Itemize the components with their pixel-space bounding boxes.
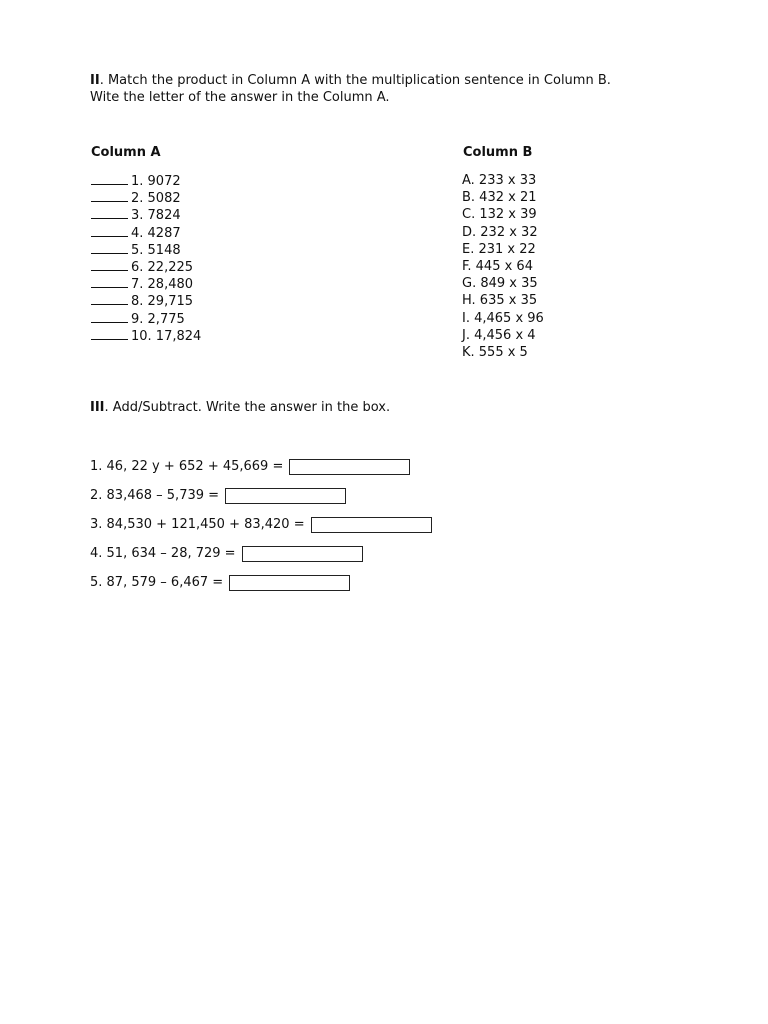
column-b-item: E. 231 x 22 <box>462 241 536 257</box>
section-2-instruction-line2: Wite the letter of the answer in the Column A. <box>90 90 390 105</box>
column-a-item-text: 7. 28,480 <box>131 277 194 293</box>
column-a-item-text: 5. 5148 <box>131 242 181 258</box>
column-a-heading: Column A <box>91 145 161 160</box>
column-b-item: G. 849 x 35 <box>462 276 538 292</box>
answer-box[interactable] <box>225 488 346 504</box>
column-b-item: A. 233 x 33 <box>462 173 537 188</box>
answer-blank[interactable] <box>91 241 128 254</box>
section-3-number: III <box>90 400 105 415</box>
answer-blank[interactable] <box>91 258 128 271</box>
answer-box[interactable] <box>242 546 363 562</box>
equation-text: 5. 87, 579 – 6,467 = <box>90 575 224 590</box>
column-a-item-text: 10. 17,824 <box>131 328 202 344</box>
equation-text: 4. 51, 634 – 28, 729 = <box>90 546 236 561</box>
answer-blank[interactable] <box>91 275 128 288</box>
section-2-instruction-line1: . Match the product in Column A with the multiplication sentence in Column B. <box>99 73 611 88</box>
column-b-item: H. 635 x 35 <box>462 293 538 309</box>
column-a-item <box>91 327 201 344</box>
equation-row <box>90 568 432 597</box>
column-a-item <box>91 258 201 275</box>
column-b-item: D. 232 x 32 <box>462 224 538 240</box>
column-a-item-text: 2. 5082 <box>131 191 181 207</box>
section-2-instructions <box>90 72 690 106</box>
answer-blank[interactable] <box>91 224 128 237</box>
answer-blank[interactable] <box>91 310 128 323</box>
column-b-item: C. 132 x 39 <box>462 207 537 223</box>
equation-row <box>90 452 432 481</box>
column-a-item <box>91 206 201 223</box>
column-a-item <box>91 310 201 327</box>
section-3-instruction: . Add/Subtract. Write the answer in the box. <box>104 400 391 415</box>
answer-blank[interactable] <box>91 172 128 185</box>
equation-text: 2. 83,468 – 5,739 = <box>90 488 220 503</box>
equation-text: 3. 84,530 + 121,450 + 83,420 = <box>90 517 305 532</box>
column-a-item-text: 4. 4287 <box>131 225 181 241</box>
column-a-item <box>91 172 201 189</box>
answer-box[interactable] <box>311 517 432 533</box>
column-a-list <box>91 172 201 344</box>
column-a-item-text: 6. 22,225 <box>131 259 194 275</box>
answer-blank[interactable] <box>91 206 128 219</box>
equation-row <box>90 539 432 568</box>
column-a-item <box>91 224 201 241</box>
equation-row <box>90 481 432 510</box>
column-b-list <box>462 172 544 361</box>
column-a-item <box>91 189 201 206</box>
equation-list <box>90 452 432 597</box>
column-a-item <box>91 292 201 309</box>
column-a-item <box>91 241 201 258</box>
column-b-item: B. 432 x 21 <box>462 190 537 206</box>
column-a-item-text: 3. 7824 <box>131 208 181 224</box>
column-a-item-text: 1. 9072 <box>131 174 181 189</box>
column-b-item: F. 445 x 64 <box>462 258 533 274</box>
equation-text: 1. 46, 22 y + 652 + 45,669 = <box>90 459 284 474</box>
column-a-item-text: 8. 29,715 <box>131 294 194 310</box>
column-a-item <box>91 275 201 292</box>
section-2-number: II <box>90 73 100 88</box>
column-b-item: K. 555 x 5 <box>462 344 528 360</box>
answer-box[interactable] <box>289 459 410 475</box>
answer-blank[interactable] <box>91 327 128 340</box>
column-b-item: J. 4,456 x 4 <box>462 327 536 343</box>
answer-blank[interactable] <box>91 292 128 305</box>
column-b-heading: Column B <box>463 145 533 160</box>
section-3-instructions <box>90 399 690 416</box>
answer-box[interactable] <box>229 575 350 591</box>
equation-row <box>90 510 432 539</box>
answer-blank[interactable] <box>91 189 128 202</box>
column-b-item: I. 4,465 x 96 <box>462 310 544 326</box>
column-a-item-text: 9. 2,775 <box>131 311 185 327</box>
